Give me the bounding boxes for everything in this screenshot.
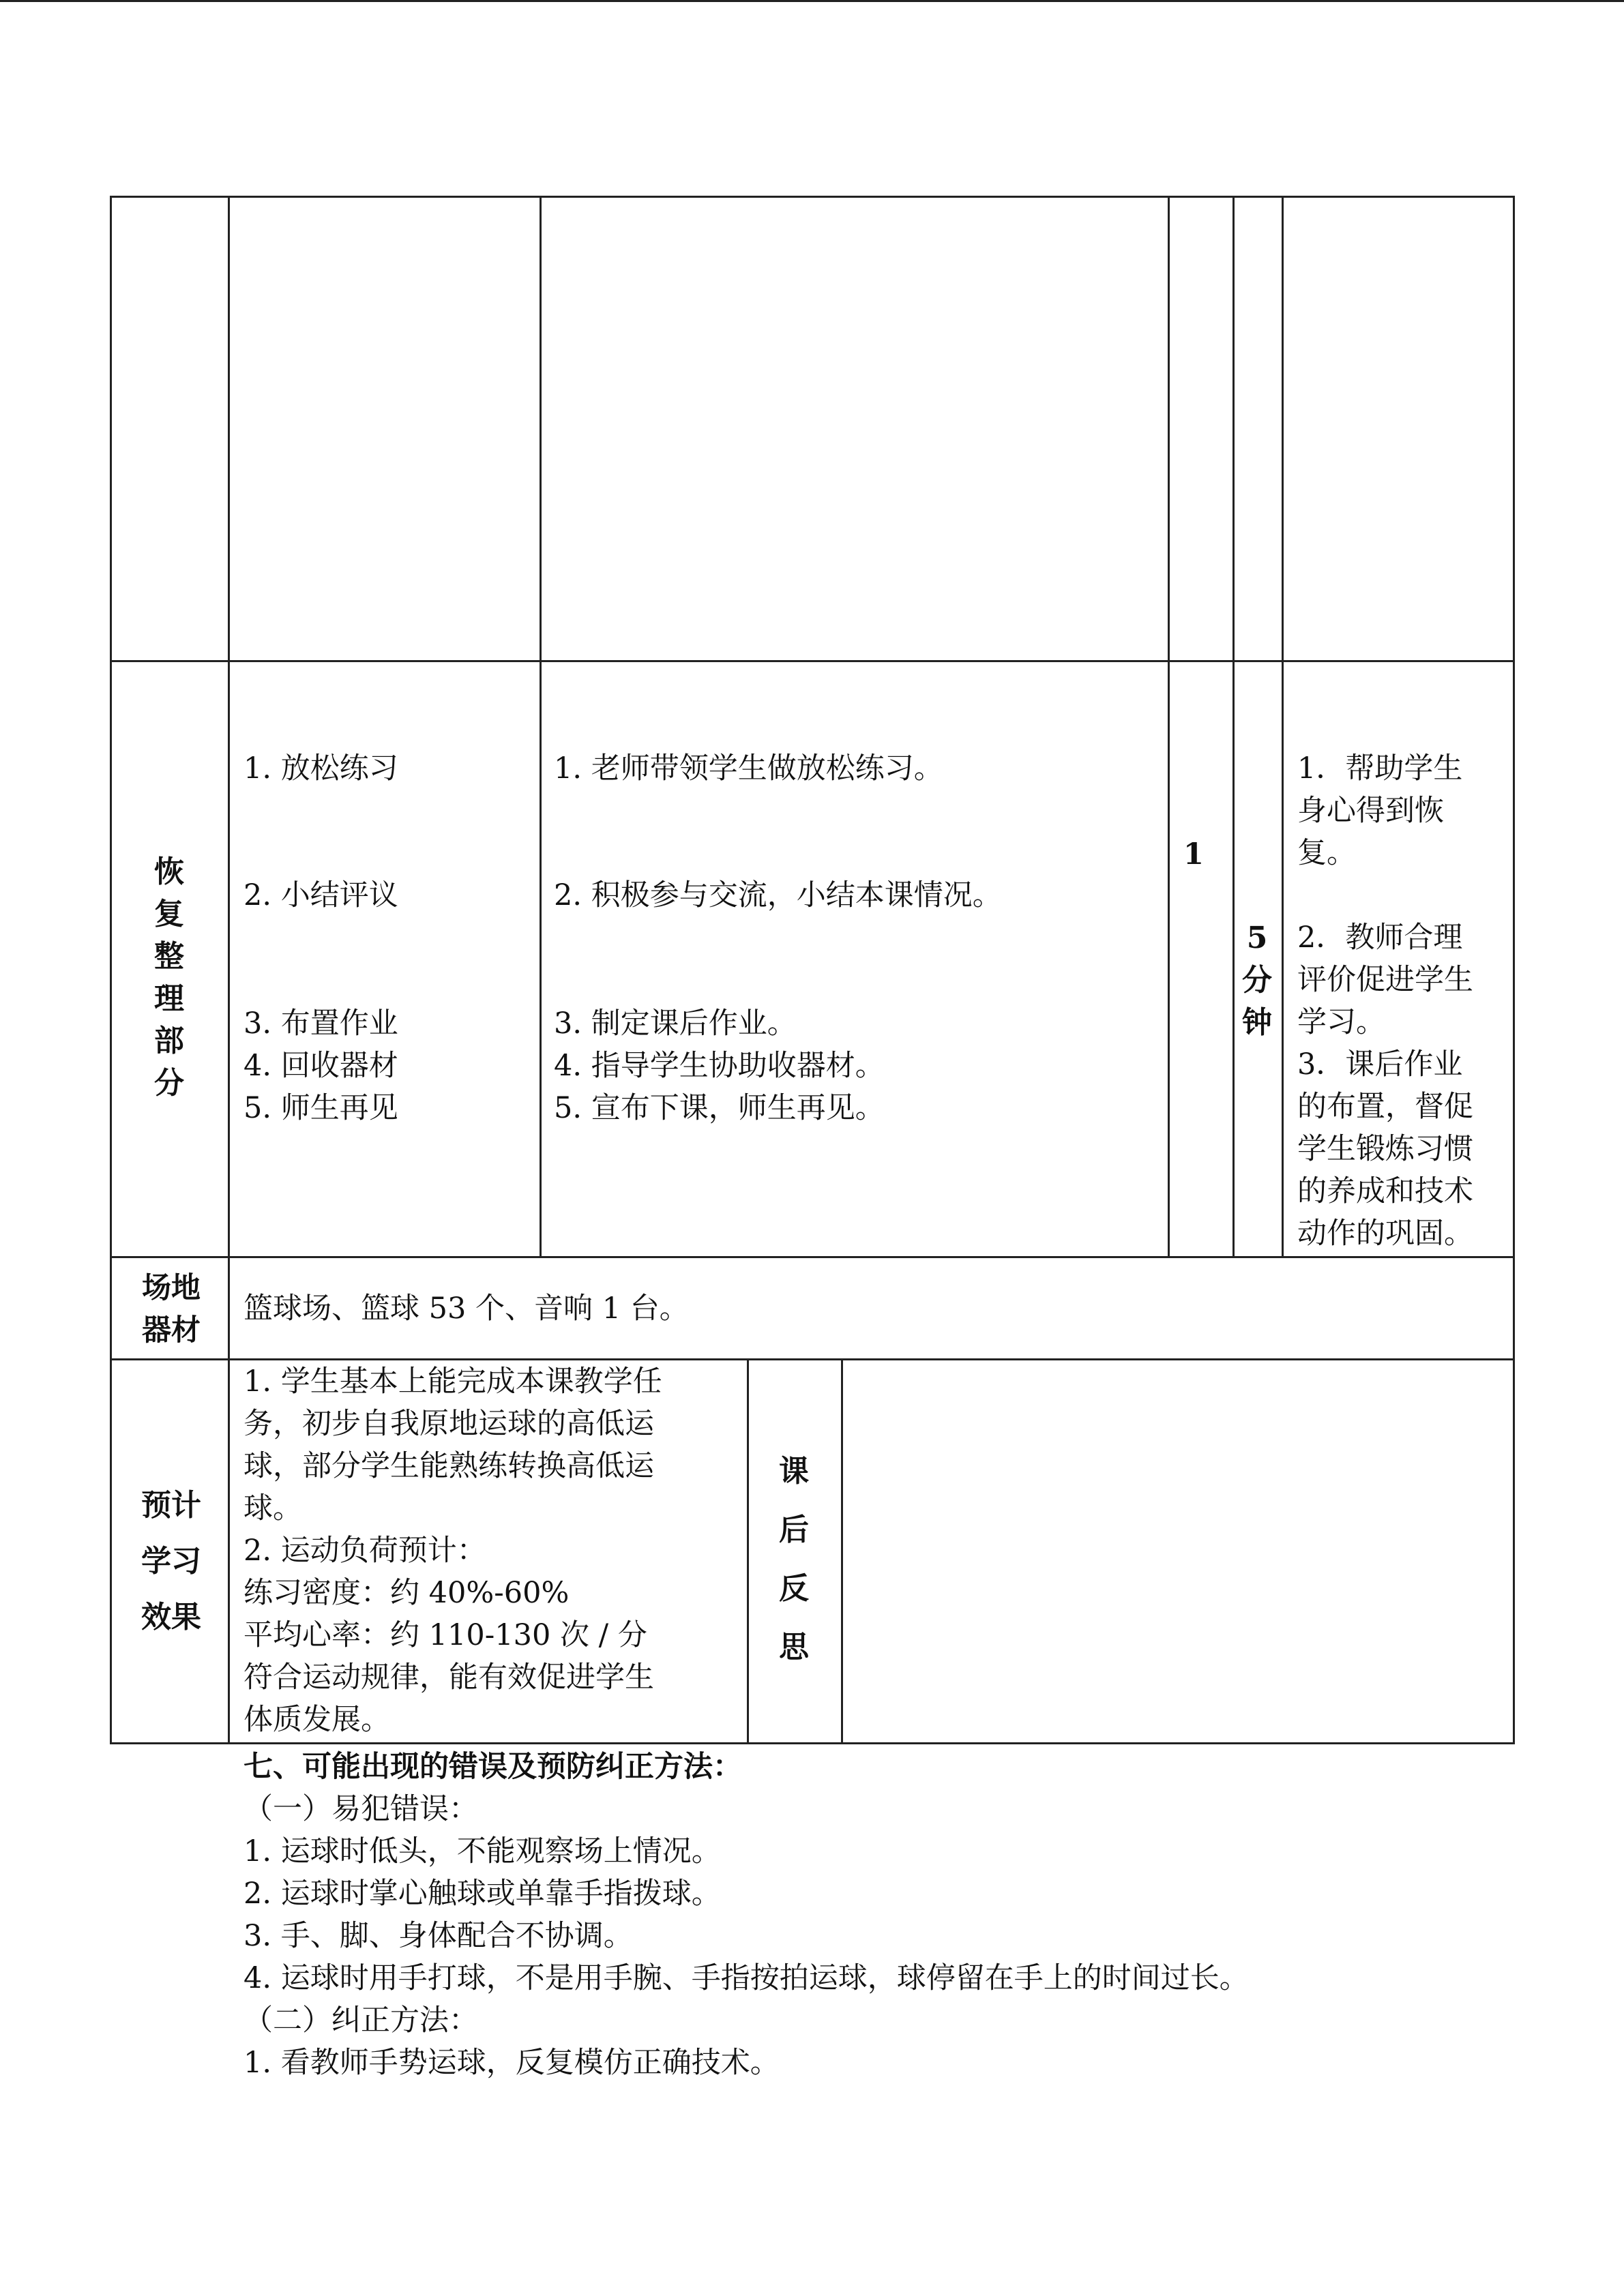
recovery-method: 1. 老师带领学生做放松练习。: [554, 751, 943, 786]
table-rule: [110, 196, 1515, 198]
label-char: 复: [154, 897, 184, 931]
recovery-time: [1233, 917, 1281, 1044]
error-item: 2. 运球时掌心触球或单靠手指拨球。: [243, 1877, 721, 1911]
table-rule: [747, 1358, 749, 1744]
goal-line: 的布置，督促: [1297, 1090, 1473, 1124]
label-char: 整: [154, 939, 184, 974]
recovery-item: 1. 放松练习: [243, 751, 398, 786]
label-char: 反: [779, 1571, 809, 1606]
recovery-item: 3. 布置作业: [243, 1007, 398, 1041]
reflection-label: [770, 1442, 818, 1677]
expected-line: 体质发展。: [243, 1703, 390, 1737]
recovery-method: 2. 积极参与交流，小结本课情况。: [554, 878, 1002, 912]
goal-line: 学生锻炼习惯: [1297, 1132, 1473, 1166]
table-rule: [1513, 196, 1515, 1744]
label-char: 部: [154, 1024, 184, 1058]
label-char: 课: [779, 1454, 809, 1489]
label-char: 恢: [154, 854, 184, 889]
recovery-goals: [1297, 747, 1473, 1255]
goal-line: 评价促进学生: [1297, 963, 1473, 997]
table-rule: [110, 1256, 1515, 1258]
label-char: 理: [154, 981, 184, 1016]
table-rule: [540, 196, 542, 1258]
goal-line: 3．课后作业: [1297, 1047, 1463, 1082]
expected-line: 务，初步自我原地运球的高低运: [243, 1407, 654, 1441]
expected-line: 球。: [243, 1491, 302, 1525]
time-char: 钟: [1242, 1005, 1272, 1040]
label-line: 预计: [141, 1488, 201, 1523]
table-rule: [110, 660, 1515, 662]
equipment-value: 篮球场、篮球 53 个、音响 1 台。: [243, 1292, 689, 1326]
table-rule: [110, 1742, 1515, 1744]
expected-line: 练习密度：约 40%-60%: [243, 1576, 570, 1610]
recovery-method: 4. 指导学生协助收器材。: [554, 1049, 885, 1083]
table-rule: [1232, 196, 1235, 1258]
fix-item: 1. 看教师手势运球，反复模仿正确技术。: [243, 2046, 780, 2080]
goal-line: 的养成和技术: [1297, 1174, 1473, 1208]
goal-line: 身心得到恢: [1297, 794, 1444, 828]
notes-subheading-fixes: （二）纠正方法：: [243, 2003, 478, 2038]
recovery-item: 4. 回收器材: [243, 1049, 398, 1083]
table-rule: [841, 1358, 843, 1744]
error-item: 1. 运球时低头，不能观察场上情况。: [243, 1834, 721, 1868]
recovery-method: 3. 制定课后作业。: [554, 1007, 797, 1041]
label-line: 效果: [141, 1600, 201, 1635]
time-char: 5: [1246, 921, 1268, 955]
expected-line: 2. 运动负荷预计：: [243, 1534, 486, 1568]
table-rule: [1168, 196, 1170, 1258]
recovery-section-label: [145, 851, 193, 1105]
expected-label: [134, 1478, 209, 1645]
error-item: 4. 运球时用手打球，不是用手腕、手指按拍运球，球停留在手上的时间过长。: [243, 1961, 1249, 1995]
page-top-border: [0, 0, 1624, 2]
goal-line: 复。: [1297, 836, 1356, 870]
expected-line: 平均心率：约 110-130 次 / 分: [243, 1618, 647, 1652]
label-line: 场地: [142, 1271, 201, 1305]
recovery-item: 5. 师生再见: [243, 1091, 398, 1125]
goal-line: 1．帮助学生: [1297, 751, 1463, 786]
label-char: 分: [154, 1066, 184, 1101]
recovery-item: 2. 小结评议: [243, 878, 398, 912]
table-rule: [1282, 196, 1284, 1258]
expected-line: 符合运动规律，能有效促进学生: [243, 1660, 654, 1695]
expected-content: [243, 1360, 662, 1741]
recovery-count: 1: [1183, 837, 1204, 871]
label-char: 思: [779, 1630, 809, 1665]
table-rule: [228, 196, 230, 1744]
time-char: 分: [1242, 963, 1272, 998]
notes-heading: 七、可能出现的错误及预防纠正方法：: [243, 1750, 742, 1784]
table-rule: [110, 196, 112, 1744]
label-line: 器材: [142, 1313, 201, 1347]
error-item: 3. 手、脚、身体配合不协调。: [243, 1919, 633, 1953]
label-char: 后: [779, 1512, 809, 1547]
expected-line: 1. 学生基本上能完成本课教学任: [243, 1365, 662, 1399]
notes-subheading-errors: （一）易犯错误：: [243, 1792, 478, 1826]
goal-line: 动作的巩固。: [1297, 1217, 1473, 1251]
expected-line: 球，部分学生能熟练转换高低运: [243, 1449, 654, 1483]
goal-line: 2．教师合理: [1297, 921, 1463, 955]
label-line: 学习: [141, 1544, 201, 1579]
equipment-label: [137, 1267, 205, 1352]
goal-line: 学习。: [1297, 1005, 1385, 1039]
recovery-method: 5. 宣布下课，师生再见。: [554, 1091, 885, 1125]
